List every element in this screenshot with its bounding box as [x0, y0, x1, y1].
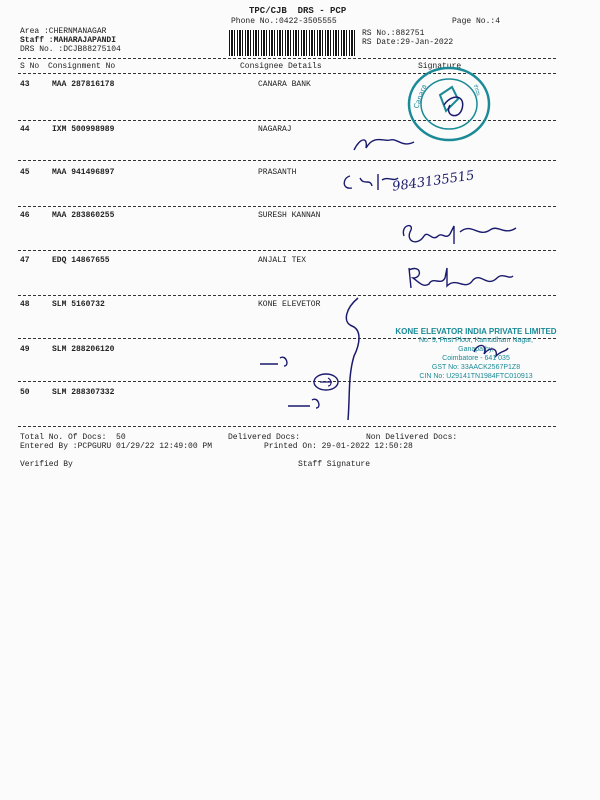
mark-row50: [286, 396, 332, 414]
rs-number: RS No.:882751: [362, 29, 425, 38]
svg-text:ಕೆನರಾ: ಕೆನರಾ: [472, 83, 482, 97]
staff-signature-label: Staff Signature: [298, 460, 371, 469]
non-delivered-docs: Non Delivered Docs:: [366, 433, 458, 442]
row-consignment: SLM 5160732: [52, 300, 105, 309]
row-consignee: ANJALI TEX: [258, 256, 307, 265]
row-sno: 48: [20, 300, 30, 309]
row-sno: 44: [20, 125, 30, 134]
page-number: Page No.:4: [452, 17, 501, 26]
area-label: Area :CHERNMANAGAR: [20, 27, 107, 36]
total-docs: Total No. Of Docs: 50: [20, 433, 126, 442]
row-consignee: SURESH KANNAN: [258, 211, 321, 220]
company-name: KONE ELEVATOR INDIA PRIVATE LIMITED: [395, 327, 557, 336]
row-consignee: NAGARAJ: [258, 125, 292, 134]
row-consignee: CANARA BANK: [258, 80, 311, 89]
row-consignee: KONE ELEVETOR: [258, 300, 321, 309]
handwritten-phone: 9843135515: [391, 168, 476, 195]
delivered-docs: Delivered Docs:: [228, 433, 301, 442]
row-sno: 47: [20, 256, 30, 265]
row-sno: 45: [20, 168, 30, 177]
row-consignment: MAA 287816178: [52, 80, 115, 89]
row-consignment: SLM 288307332: [52, 388, 115, 397]
row-sno: 49: [20, 345, 30, 354]
company-address-2: Ganapathy,: [458, 346, 494, 353]
column-consignee: Consignee Details: [240, 62, 322, 71]
divider: [18, 58, 556, 59]
row-sno: 50: [20, 388, 30, 397]
signature-nagaraj: [350, 128, 420, 158]
column-sno: S No: [20, 62, 40, 71]
barcode: [229, 30, 355, 56]
document-title: TPC/CJB DRS - PCP: [249, 6, 347, 16]
row-sno: 43: [20, 80, 30, 89]
verified-by: Verified By: [20, 460, 73, 469]
signature-anjali-tex: [405, 262, 517, 296]
entered-by: Entered By :PCPGURU 01/29/22 12:49:00 PM: [20, 442, 213, 451]
company-gst: GST No: 33AACK2567P1Z8: [431, 364, 521, 371]
column-consignment: Consignment No: [48, 62, 116, 71]
rs-date: RS Date:29-Jan-2022: [362, 38, 454, 47]
row-consignment: SLM 288206120: [52, 345, 115, 354]
printed-on: Printed On: 29-01-2022 12:50:28: [264, 442, 413, 451]
signature-kone-stamp-scrawl: [470, 338, 510, 364]
row-consignment: IXM 500998989: [52, 125, 115, 134]
company-address-1: No. 9, First Floor, Kamudham Nagar,: [419, 337, 533, 344]
row-consignee: PRASANTH: [258, 168, 297, 177]
row-divider: [18, 160, 556, 161]
staff-label: Staff :MAHARAJAPANDI: [20, 36, 117, 45]
column-signature: Signature: [418, 62, 462, 71]
signature-suresh-kannan: [398, 218, 522, 252]
company-address-3: Coimbatore - 641 035: [442, 355, 510, 362]
mark-row49: [258, 350, 370, 394]
row-consignment: EDQ 14867655: [52, 256, 110, 265]
row-consignment: MAA 283860255: [52, 211, 115, 220]
drs-number: DRS No. :DCJB88275104: [20, 45, 121, 54]
company-cin: CIN No: U29141TN1984FTC010913: [419, 373, 533, 380]
row-divider: [18, 206, 556, 207]
row-consignment: MAA 941496897: [52, 168, 115, 177]
row-sno: 46: [20, 211, 30, 220]
phone-number: Phone No.:0422-3505555: [231, 17, 337, 26]
svg-text:Canara: Canara: [412, 83, 429, 110]
row-divider: [18, 426, 556, 427]
